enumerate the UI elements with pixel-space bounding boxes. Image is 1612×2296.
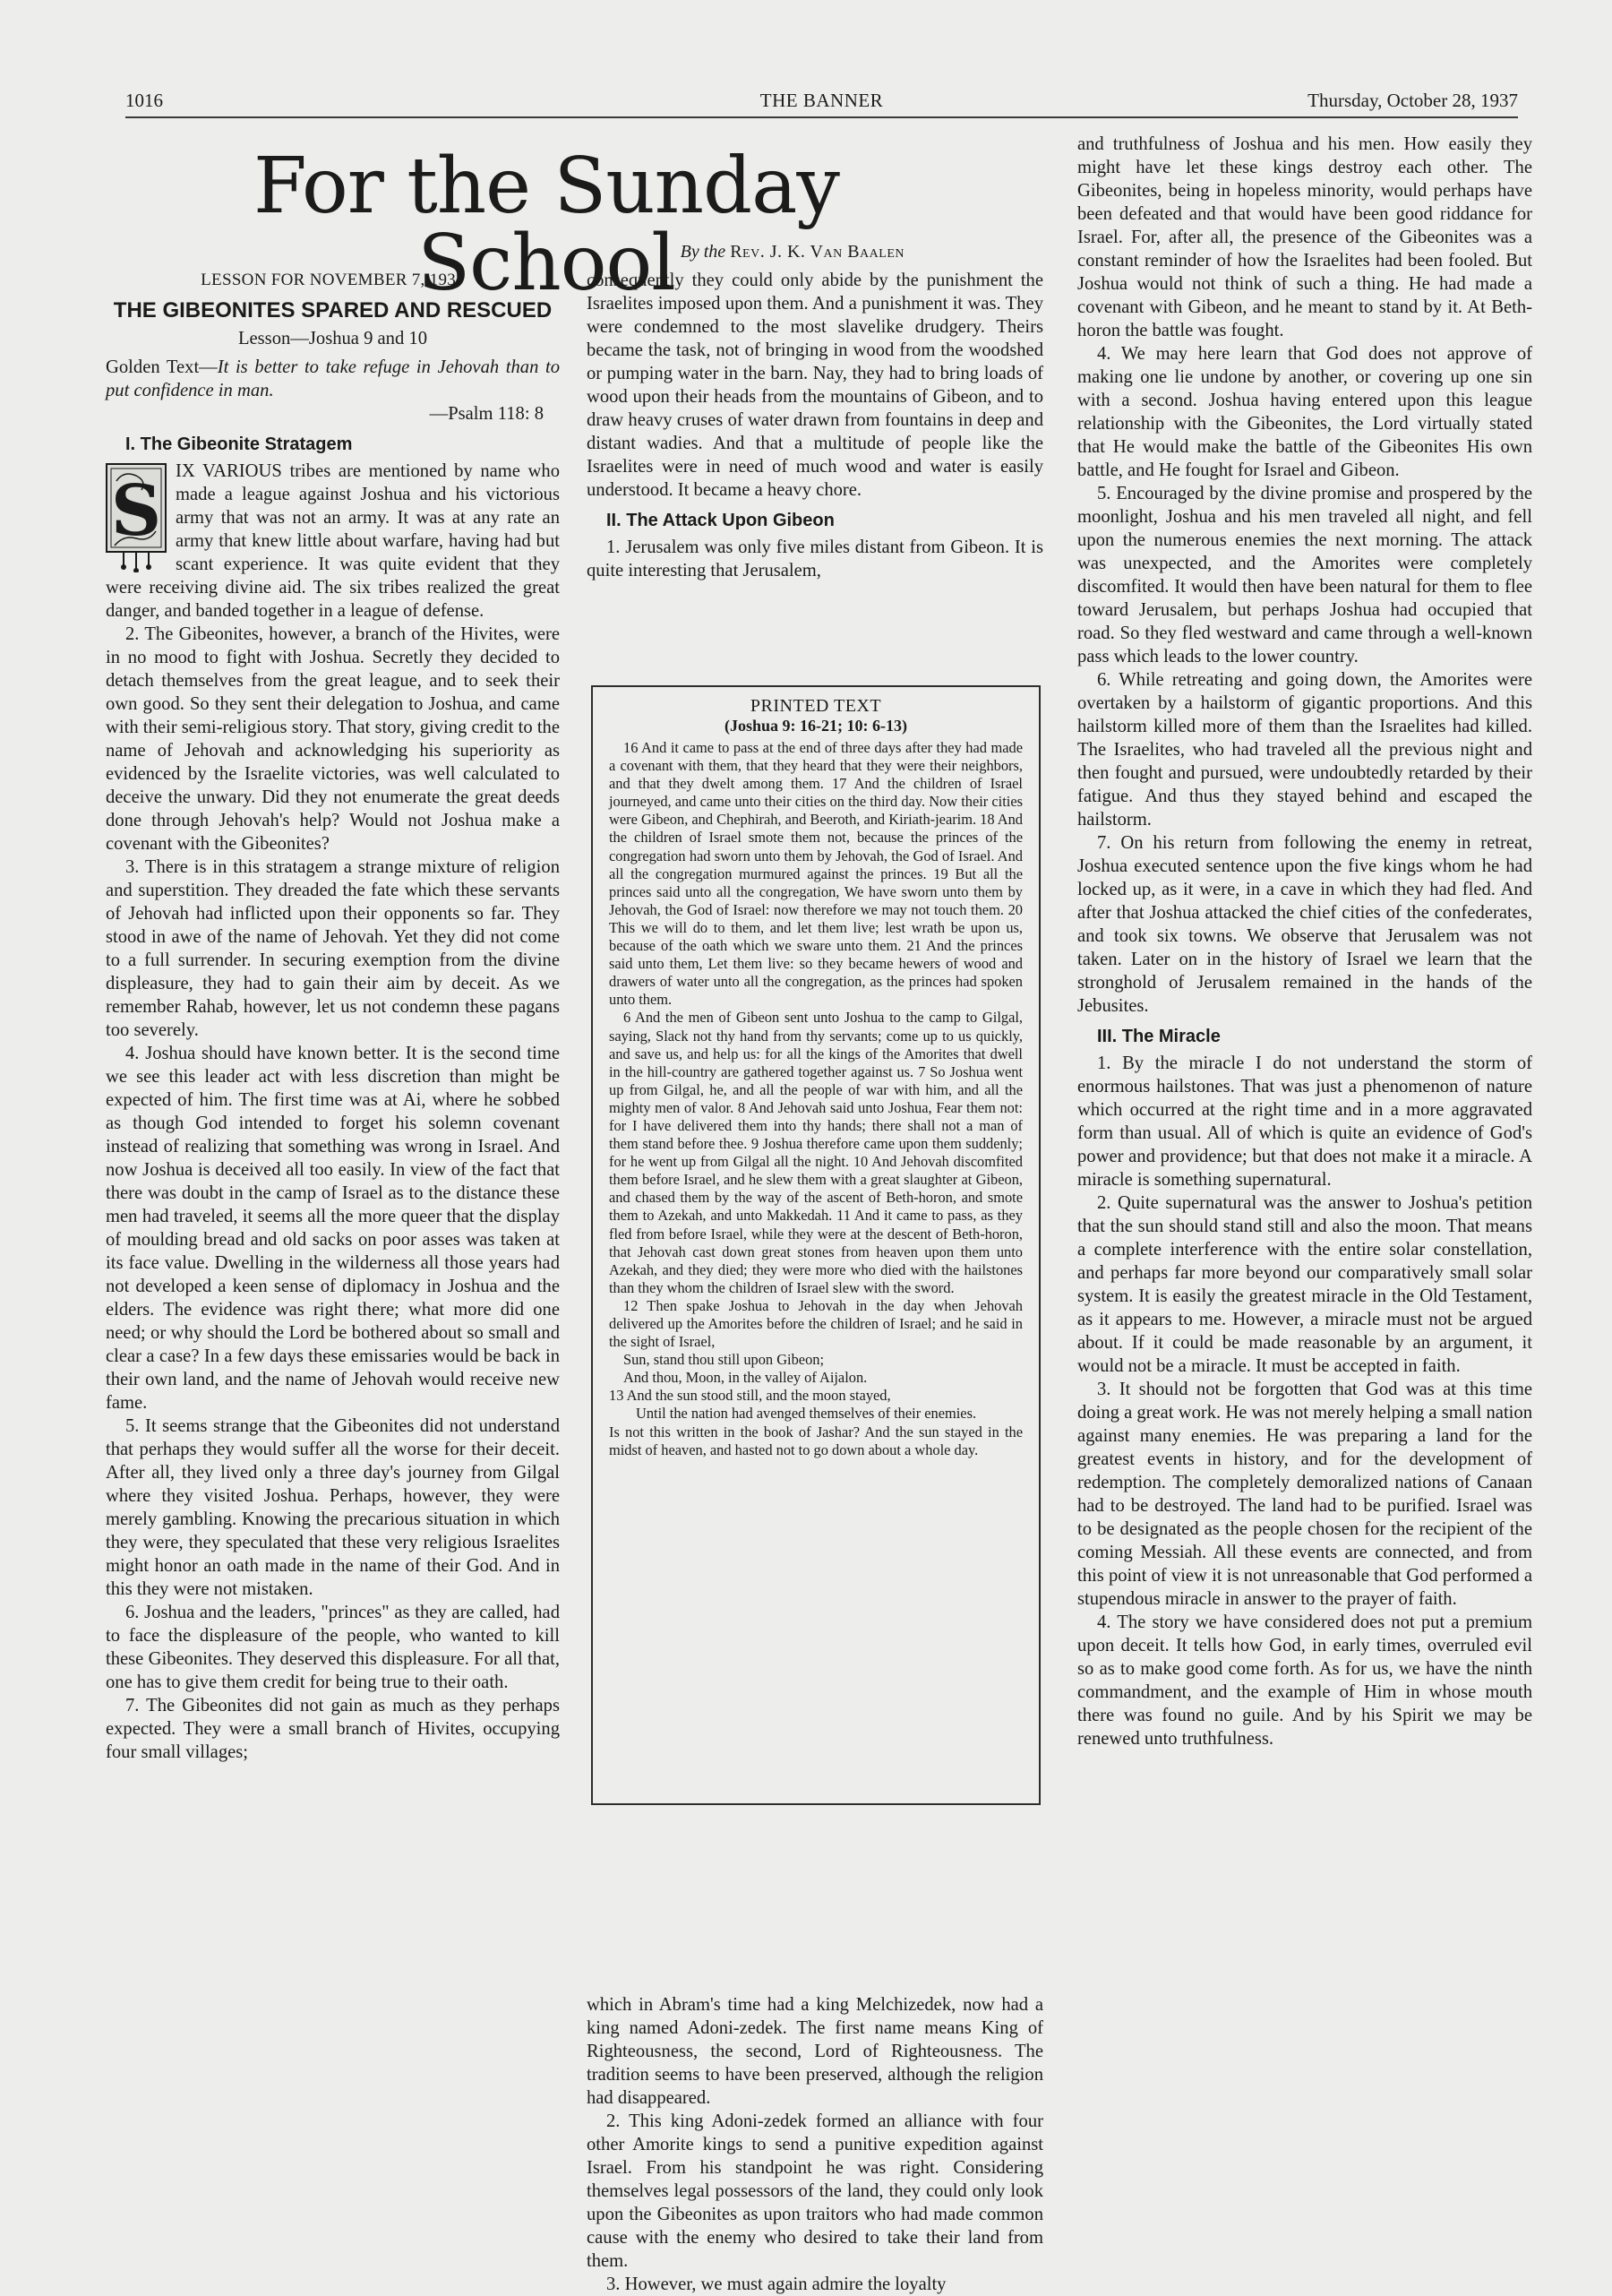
- scripture-paragraph: 16 And it came to pass at the end of three days after they had made a covenant with them, that they heard that they were their neighbors, and that they dwelt among them. 17 And the children of Israel journeyed, and came unto their cities on the third day. Now their cities were Gibeon, and Chephirah, and Beeroth, and Kiriath-jearim. 18 And the children of Israel smote them not, because the princes of the congregation had sworn unto them by Jehovah, the God of Israel. And all the congregation murmured against the princes. 19 But all the princes said unto all the congregation, We have sworn unto them by Jehovah, the God of Israel: now therefore we may not touch them. 20 This we will do to them, and let them live; lest wrath be upon us, because of the oath which we sware unto them. 21 And the princes said unto them, Let them live: so they became hewers of wood and drawers of water unto all the congregation, as the princes had spoken unto them.: [609, 739, 1023, 1009]
- paragraph: which in Abram's time had a king Melchizedek, now had a king named Adoni-zedek. The first name means King of Righteousness, the second, Lord of Righteousness. The tradition seems to have been preserved, although the religion had disappeared.: [587, 1995, 1043, 2108]
- paragraph: 5. It seems strange that the Gibeonites did not understand that perhaps they would suffer all the worse for their deceit. After all, they lived only a three day's journey from Gilgal where they visited Joshua. Perhaps, however, they were merely gambling. Knowing the precarious situation in which they were, they speculated that these very religious Israelites might honor an oath made in the name of their God. And in this they were not mistaken.: [106, 1416, 560, 1599]
- article-title: For the Sunday School: [253, 142, 839, 308]
- section-heading-1: I. The Gibeonite Stratagem: [125, 434, 353, 454]
- paragraph: 4. The story we have considered does not put a premium upon deceit. It tells how God, in early times, overruled evil so as to make good come forth. As for us, we have the ninth commandment, and the example of Him in whose mouth there was found no guile. And by his Spirit we may be renewed unto truthfulness.: [1077, 1612, 1532, 1749]
- paragraph: 2. Quite supernatural was the answer to Joshua's petition that the sun should stand still and also the moon. That means a complete interference with the entire solar constellation, and perhaps far more beyond our comparatively small solar system. It is easily the greatest miracle in the Old Testament, as it appears to me. However, a miracle must not be argued about. If it could be made reasonable by an argument, it would not be a miracle. It must be accepted in faith.: [1077, 1193, 1532, 1376]
- scripture-paragraph: Is not this written in the book of Jashar? And the sun stayed in the midst of heaven, and hasted not to go down about a whole day.: [609, 1423, 1023, 1458]
- paragraph-text: IX VARIOUS tribes are mentioned by name who made a league against Joshua and his victorious army that was not an army. It was at any rate an army that knew little about warfare, having had but scant experience. It was quite evident that they were receiving divine aid. The six tribes realized the great danger, and banded together in a league of defense.: [106, 461, 560, 621]
- printed-text-title: PRINTED TEXT: [750, 696, 882, 716]
- paragraph: 6. Joshua and the leaders, "princes" as they are called, had to face the displeasure of the people, who wanted to kill these Gibeonites. They deserved this displeasure. For all that, one has to give them credit for being true to their oath.: [106, 1603, 560, 1692]
- printed-text-body: [609, 739, 1023, 1459]
- paragraph: [106, 460, 560, 623]
- paragraph: 7. The Gibeonites did not gain as much as they perhaps expected. They were a small branch of Hivites, occupying four small villages;: [106, 1696, 560, 1762]
- golden-text-quote: It is better to take refuge in Jehovah than to put confidence in man.: [106, 357, 561, 400]
- paragraph: 4. We may here learn that God does not approve of making one lie undone by another, or covering up one sin with a second. Joshua having entered upon this league relationship with the Gibeonites, the Lord virtually stated that He would make the battle of the Gibeonites His own battle, and He fought for Israel and Gibeon.: [1077, 344, 1532, 480]
- printed-text-reference: (Joshua 9: 16-21; 10: 6-13): [725, 717, 907, 735]
- column-2-top: [587, 269, 1043, 582]
- paragraph: 7. On his return from following the enemy in retreat, Joshua executed sentence upon the five kings whom he had locked up, as it were, in a cave in which they had fled. And after that Joshua attacked the chief cities of the confederates, and took six towns. We observe that Jerusalem was not taken. Later on in the history of Israel we learn that the stronghold of Jerusalem remained in the hands of the Jebusites.: [1077, 833, 1532, 1016]
- ornamental-dropcap-icon: [106, 463, 167, 572]
- scripture-verse-line: Until the nation had avenged themselves of their enemies.: [636, 1405, 977, 1423]
- column-1: [106, 269, 560, 1764]
- golden-text-reference: —Psalm 118: 8: [429, 404, 544, 424]
- page-number: 1016: [125, 90, 163, 111]
- column-3: [1077, 133, 1532, 1750]
- paragraph: 6. While retreating and going down, the Amorites were overtaken by a hailstorm of gigantic proportions. And this hailstorm killed more of them than the Israelites had killed. The Israelites, who had traveled all the previous night and then fought and pursued, were undoubtedly retarded by their fatigue. And thus they stayed behind and escaped the hailstorm.: [1077, 670, 1532, 830]
- byline-prefix: By the: [680, 242, 726, 262]
- lesson-date: LESSON FOR NOVEMBER 7, 1937: [201, 271, 465, 289]
- scripture-verse-line: 13 And the sun stood still, and the moon stayed,: [609, 1387, 891, 1405]
- paragraph: 2. The Gibeonites, however, a branch of the Hivites, were in no mood to fight with Joshua. Secretly they decided to detach themselves from the great league, and to seek their own good. So they sent their delegation to Joshua, and came with their semi-religious story. That story, giving credit to the name of Jehovah and acknowledging his superiority as evidenced by the Israelite victories, was well calculated to deceive the unwary. Did they not enumerate the great deeds done through Jehovah's help? Would not Joshua make a covenant with the Gibeonites?: [106, 624, 560, 854]
- scripture-paragraph: 12 Then spake Joshua to Jehovah in the day when Jehovah delivered up the Amorites before the children of Israel; and he said in the sight of Israel,: [609, 1296, 1023, 1351]
- running-head: [125, 90, 1518, 115]
- golden-text-label: Golden Text—: [106, 357, 218, 377]
- lesson-title: THE GIBEONITES SPARED AND RESCUED: [113, 298, 553, 322]
- scripture-verse-line: And thou, Moon, in the valley of Aijalon.: [623, 1369, 868, 1387]
- column-2-bottom: [587, 1993, 1043, 2296]
- paragraph: 1. Jerusalem was only five miles distant from Gibeon. It is quite interesting that Jerusalem,: [587, 537, 1043, 580]
- paragraph: 3. It should not be forgotten that God was at this time doing a great work. He was not merely helping a small nation against many enemies. He was preparing a land for the greatest events in history, and for the development of redemption. The completely demoralized nations of Canaan had to be destroyed. The land had to be purified. Israel was to be designated as the people chosen for the recipient of the coming Messiah. All these events are connected, and from this point of view it is not unreasonable that God performed a stupendous miracle in answer to the prayer of faith.: [1077, 1380, 1532, 1609]
- scripture-verse-line: Sun, stand thou still upon Gibeon;: [623, 1351, 825, 1369]
- byline: [134, 242, 958, 262]
- section-heading-2: II. The Attack Upon Gibeon: [606, 511, 835, 530]
- section-heading-3: III. The Miracle: [1097, 1027, 1221, 1046]
- header-rule: [125, 116, 1518, 118]
- dropcap-letter: S: [110, 470, 162, 552]
- issue-date: Thursday, October 28, 1937: [1308, 90, 1518, 111]
- paragraph: 5. Encouraged by the divine promise and prospered by the moonlight, Joshua and his men traveled all night, and fell upon the numerous enemies the next morning. The attack was unexpected, and the Amorites were completely discomfited. It would then have been natural for them to flee toward Jerusalem, but perhaps Joshua had occupied that road. So they fled westward and came through a well-known pass which leads to the lower country.: [1077, 484, 1532, 666]
- paragraph: 4. Joshua should have known better. It is the second time we see this leader act with less discretion than might be expected of him. The first time was at Ai, where he sobbed as though God intended to forget his solemn covenant instead of realizing that something was wrong in Israel. And now Joshua is deceived all too easily. In view of the fact that there was doubt in the camp of Israel as to the distance these men had traveled, it seems all the more queer that the display of moulding bread and old sacks on poor asses was taken at its face value. Dwelling in the wilderness all those years had not developed a keen sense of diplomacy in Joshua and the elders. The evidence was right there; what more did one need; or why should the Lord be bothered about so small and clear a case? In a few days these emissaries would be back in their own land, and the name of Jehovah would receive new fame.: [106, 1044, 560, 1413]
- paragraph: 3. However, we must again admire the loyalty: [606, 2275, 947, 2294]
- paragraph: 1. By the miracle I do not understand the storm of enormous hailstones. That was just a phenomenon of nature which occurred at the right time and in a more aggravated form than usual. All of which is quite an evidence of God's power and providence; but that does not make it a miracle. A miracle is something supernatural.: [1077, 1053, 1532, 1190]
- paragraph: 2. This king Adoni-zedek formed an alliance with four other Amorite kings to send a punitive expedition against Israel. From his standpoint he was right. Considering themselves legal possessors of the land, they could only look upon the Gibeonites as upon traitors who had made common cause with the enemy who desired to take their land from them.: [587, 2111, 1043, 2271]
- scripture-paragraph: 6 And the men of Gibeon sent unto Joshua to the camp to Gilgal, saying, Slack not thy hand from thy servants; come up to us quickly, and save us, and help us: for all the kings of the Amorites that dwell in the hill-country are gathered together against us. 7 So Joshua went up from Gilgal, he, and all the people of war with him, and all the mighty men of valor. 8 And Jehovah said unto Joshua, Fear them not: for I have delivered them into thy hands; there shall not a man of them stand before thee. 9 Joshua therefore came upon them suddenly; for he went up from Gilgal all the night. 10 And Jehovah discomfited them before Israel, and he slew them with a great slaughter at Gibeon, and chased them by the way of the ascent of Beth-horon, and smote them to Azekah, and unto Makkedah. 11 And it came to pass, as they fled from before Israel, while they were at the descent of Beth-horon, that Jehovah cast down great stones from heaven upon them unto Azekah, and they died; they were more who died with the hailstones than they whom the children of Israel slew with the sword.: [609, 1009, 1023, 1296]
- printed-text-box: [591, 685, 1041, 1805]
- paragraph: consequently they could only abide by the punishment the Israelites imposed upon them. And a punishment it was. They were condemned to the most slavelike drudgery. Theirs became the task, not of bringing in wood from the woodshed or pumping water in the barn. Nay, they had to bring loads of wood upon their heads from the mountains of Gibeon, and to draw heavy cruses of water drawn from fountains in deep and distant wadies. And that a multitude of people like the Israelites were in need of much wood and water is easily understood. It became a heavy chore.: [587, 271, 1043, 500]
- paragraph: and truthfulness of Joshua and his men. How easily they might have let these kings destroy each other. The Gibeonites, being in hopeless minority, would perhaps have been defeated and that would have been good riddance for Israel. For, after all, the presence of the Gibeonites was a constant reminder of how the Israelites had been fooled. But Joshua would not think of such a thing. He had made a covenant with Gibeon, and he meant to stand by it. At Beth-horon the battle was fought.: [1077, 134, 1532, 340]
- lesson-reference: Lesson—Joshua 9 and 10: [237, 329, 428, 348]
- paragraph: 3. There is in this stratagem a strange mixture of religion and superstition. They dreaded the fate which these servants of Jehovah had inflicted upon their opponents so far. They stood in awe of the name of Jehovah. Yet they did not come to a full surrender. In securing exemption from the divine displeasure, they had to gain their aim by deceit. As we remember Rahab, however, let us not condemn these pagans too severely.: [106, 857, 560, 1040]
- golden-text: [106, 356, 560, 402]
- publication-name: THE BANNER: [759, 90, 884, 111]
- byline-author: Rev. J. K. Van Baalen: [730, 242, 905, 262]
